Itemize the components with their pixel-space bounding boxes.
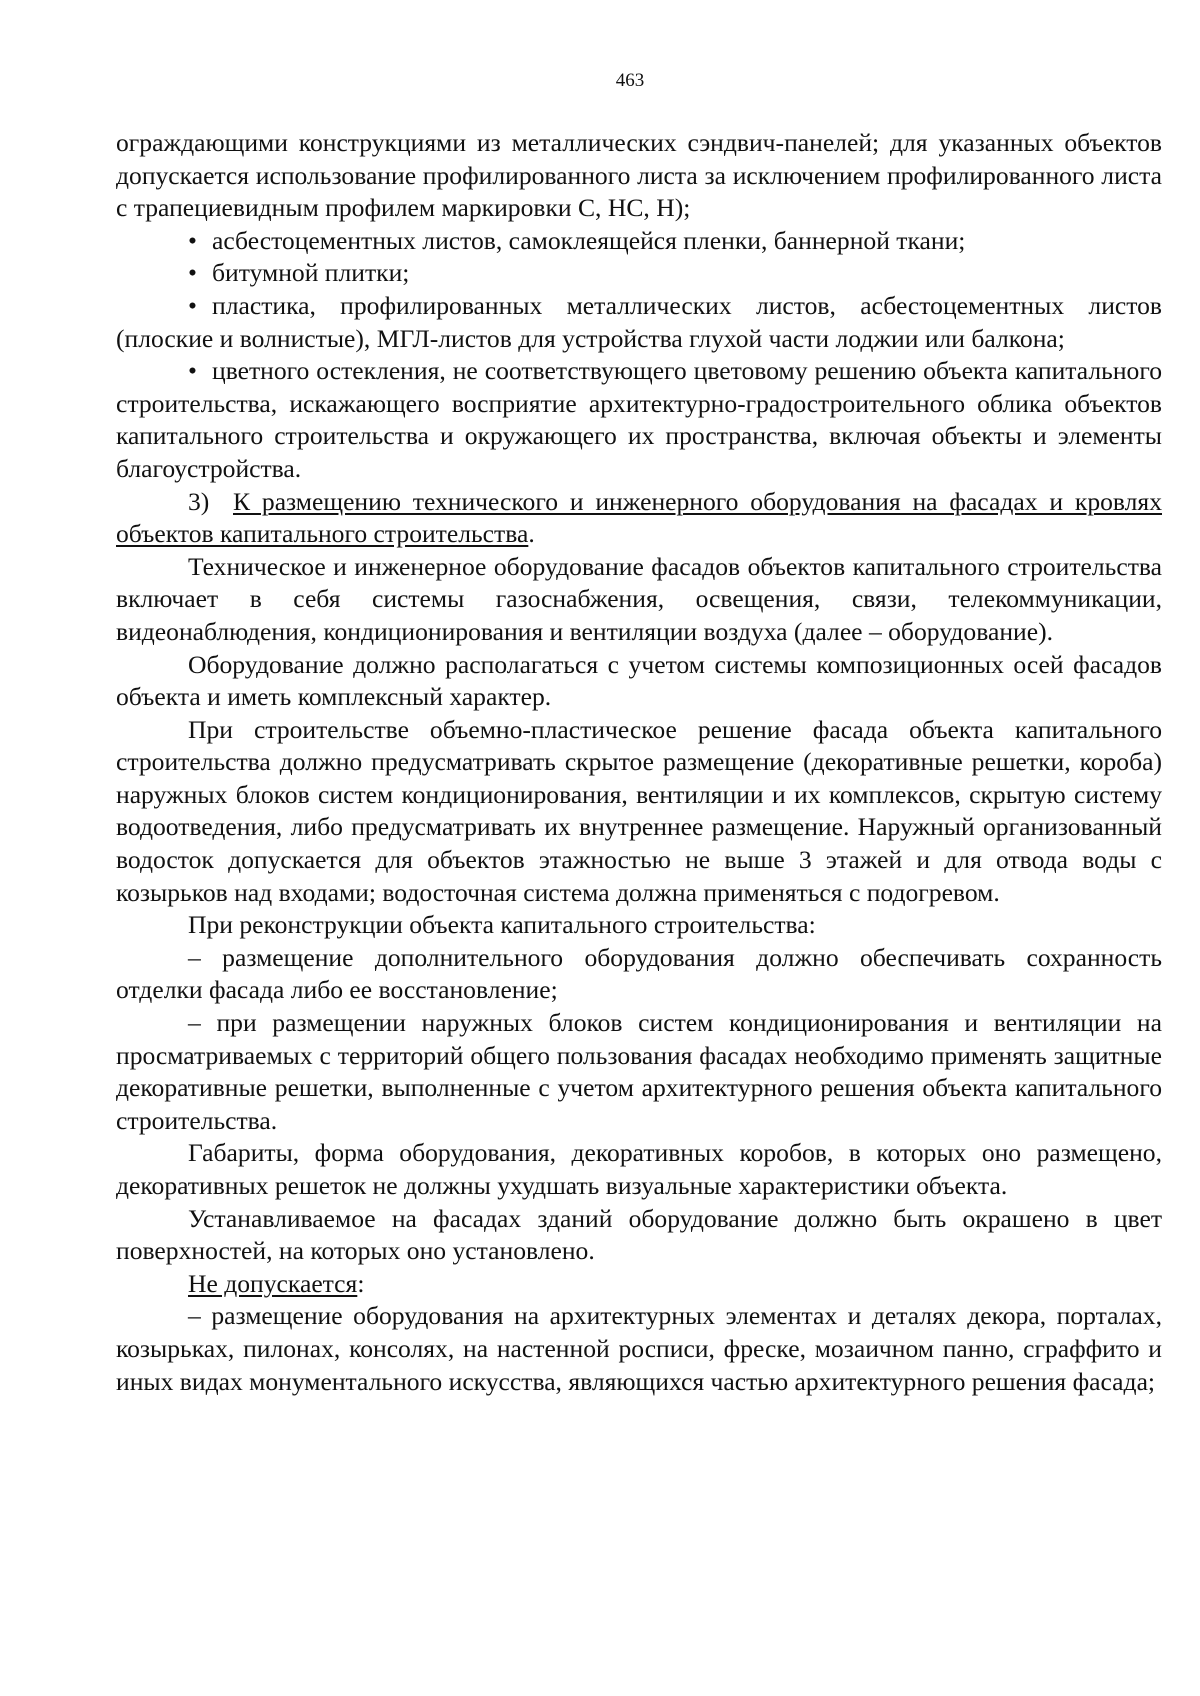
paragraph-equipment-definition: Техническое и инженерное оборудование фасадов объектов капитального строительства включает в себя системы газоснабжения, освещения, связи, телекоммуникации, видеонаблюдения, кондиционирования и вентиляции воздуха (далее – оборудование).: [116, 551, 1162, 646]
bullet-item-bitumen-tiles: [116, 257, 1162, 290]
bullet-text: асбестоцементных листов, самоклеящейся пленки, баннерной ткани;: [212, 225, 966, 255]
paragraph-cladding-continuation: ограждающими конструкциями из металлических сэндвич-панелей; для указанных объектов допускается использование профилированного листа за исключением профилированного листа с трапециевидным профилем маркировки С, НС, Н);: [116, 128, 1162, 223]
dash-item-external-units: – при размещении наружных блоков систем кондиционирования и вентиляции на просматриваемых с территорий общего пользования фасадах необходимо применять защитные декоративные решетки, выполненные с учетом архитектурного решения объекта капитального строительства.: [116, 1008, 1162, 1135]
section-number: 3): [188, 486, 210, 516]
not-allowed-colon: :: [357, 1268, 365, 1298]
not-allowed-label: Не допускается: [188, 1268, 358, 1298]
bullet-item-asbestos-sheets: [116, 225, 1162, 258]
bullet-icon: •: [188, 258, 197, 288]
paragraph-equipment-placement: Оборудование должно располагаться с учетом системы композиционных осей фасадов объекта и иметь комплексный характер.: [116, 649, 1162, 712]
dash-item-decor-placement: – размещение оборудования на архитектурных элементах и деталях декора, порталах, козырьках, пилонах, консолях, на настенной росписи, фреске, мозаичном панно, сграффито и иных видах монументального искусства, являющихся частью архитектурного решения фасада;: [116, 1301, 1162, 1396]
bullet-text: пластика, профилированных металлических листов, асбестоцементных листов (плоские и волнистые), МГЛ-листов для устройства глухой части лоджии или балкона;: [116, 290, 1162, 353]
bullet-icon: •: [188, 225, 197, 255]
dash-item-additional-equipment: – размещение дополнительного оборудования должно обеспечивать сохранность отделки фасада либо ее восстановление;: [116, 942, 1162, 1005]
section-title-end: .: [528, 519, 535, 549]
bullet-text: битумной плитки;: [212, 258, 410, 288]
section-title: К размещению технического и инженерного оборудования на фасадах и кровлях объектов капитального строительства: [116, 486, 1162, 549]
paragraph-reconstruction-intro: При реконструкции объекта капитального строительства:: [188, 910, 816, 940]
bullet-icon: •: [188, 356, 197, 386]
paragraph-construction-requirements: При строительстве объемно-пластическое решение фасада объекта капитального строительства должно предусматривать скрытое размещение (декоративные решетки, короба) наружных блоков систем кондиционирования, вентиляции и их комплексов, скрытую систему водоотведения, либо предусматривать их внутреннее размещение. Наружный организованный водосток допускается для объектов этажностью не выше 3 этажей и для отвода воды с козырьков над входами; водосточная система должна применяться с подогревом.: [116, 714, 1162, 907]
bullet-icon: •: [188, 290, 197, 320]
document-body: [116, 127, 1162, 1398]
not-allowed-heading: [116, 1268, 1162, 1301]
bullet-text: цветного остекления, не соответствующего цветовому решению объекта капитального строительства, искажающего восприятие архитектурно-градостроительного облика объектов капитального строительства и окружающего их пространства, включая объекты и элементы благоустройства.: [116, 356, 1162, 483]
page-number: 463: [615, 70, 645, 91]
section-3-heading: [116, 486, 1162, 551]
paragraph-color-requirement: Устанавливаемое на фасадах зданий оборудование должно быть окрашено в цвет поверхностей, на которых оно установлено.: [116, 1203, 1162, 1266]
bullet-item-colored-glazing: [116, 355, 1162, 485]
bullet-item-plastic-sheets: [116, 290, 1162, 355]
paragraph-dimensions: Габариты, форма оборудования, декоративных коробов, в которых оно размещено, декоративных решеток не должны ухудшать визуальные характеристики объекта.: [116, 1138, 1162, 1200]
